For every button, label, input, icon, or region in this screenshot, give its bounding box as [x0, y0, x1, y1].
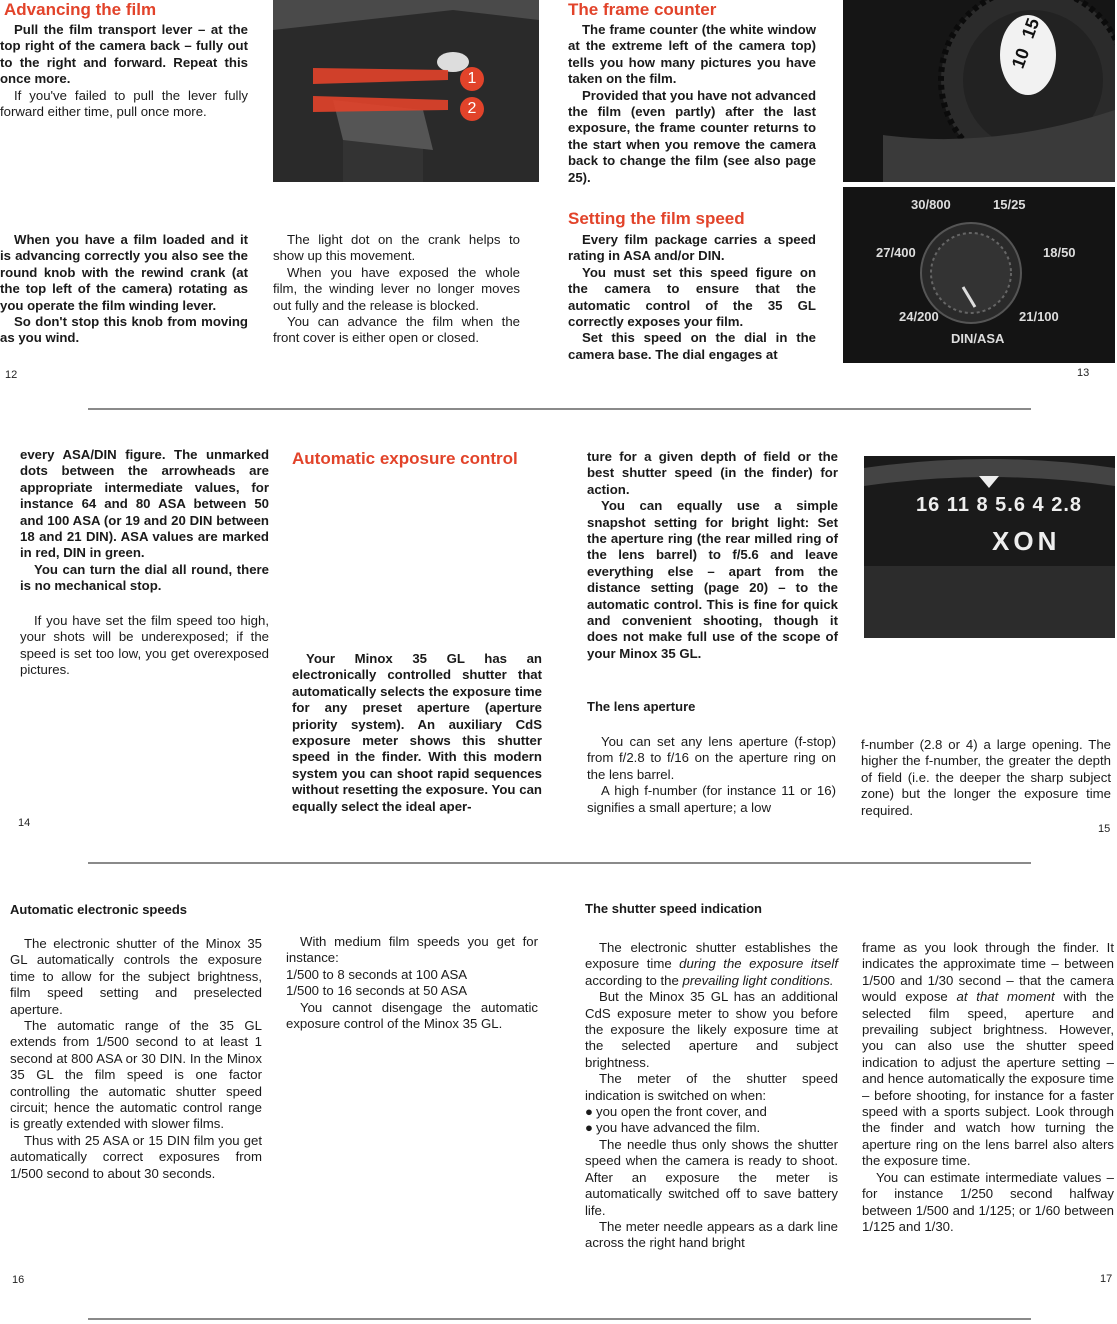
paragraph: Your Minox 35 GL has an electronically controlled shutter that automatically selects the exposure time for any preset aperture (aperture priority system). An auxiliary CdS exposure meter shows this shutter speed in the finder. With this modern system you can shoot rapid sequences without resetting the exposure. You can equally select the ideal aper- — [292, 651, 542, 814]
paragraph: But the Minox 35 GL has an additional CdS exposure meter to show you before the exposure the likely exposure time at the selected aperture and subject brightness. — [585, 989, 838, 1070]
paragraph: ture for a given depth of field or the best shutter speed (in the finder) for action. — [587, 449, 838, 497]
paragraph: When you have a film loaded and it is advancing correctly you also see the round knob with the rewind crank (at the top left of the camera) rotating as you operate the film winding lever. — [0, 232, 248, 313]
paragraph: every ASA/DIN figure. The unmarked dots between the arrowheads are appropriate intermediate values, for instance 64 and 80 ASA between 50 and 100 ASA (or 19 and 20 DIN between 18 and 21 DIN). ASA values are marked in red, DIN in green. — [20, 447, 269, 561]
page-number-15: 15 — [1098, 823, 1111, 835]
divider — [88, 1318, 1031, 1320]
bullet-item: ● you open the front cover, and — [585, 1104, 838, 1120]
page-number-13: 13 — [1077, 367, 1090, 379]
paragraph: Provided that you have not advanced the film (even partly) after the last exposure, the frame counter returns to the start when you remove the camera back to change the film (see also page 25). — [568, 87, 816, 185]
counter-digit-15: 15 — [1017, 15, 1044, 42]
text-run: frame as you look through the finder. It indicates the approximate time – between 1/500 and 1/30 second – that the camera would expose — [862, 940, 1114, 1005]
dial-18-50: 18/50 — [1043, 245, 1076, 260]
shutter-speed-col2 — [862, 940, 1114, 1235]
auto-speeds-col2 — [286, 934, 538, 1032]
text-run-italic: prevailing light conditions. — [682, 972, 834, 988]
paragraph: You can advance the film when the front cover is either open or closed. — [273, 314, 520, 346]
film-speed-text — [568, 232, 816, 363]
paragraph: The meter needle appears as a dark line across the right hand bright — [585, 1218, 838, 1251]
paragraph: You can estimate intermediate values – for instance 1/250 second halfway between 1/500 and 1/125; or 1/60 between 1/125 and 1/30. — [862, 1169, 1114, 1234]
paragraph: With medium film speeds you get for instance: — [286, 934, 538, 966]
paragraph: You must set this speed figure on the camera to ensure that the automatic control of the 35 GL correctly exposes your film. — [568, 264, 816, 330]
aperture-cont-text — [587, 449, 838, 662]
frame-counter-photo — [843, 0, 1115, 182]
paragraph: If you've failed to pull the lever fully forward either time, pull once more. — [0, 88, 248, 120]
aperture-scale: 16 11 8 5.6 4 2.8 — [916, 494, 1083, 516]
paragraph: You can equally use a simple snapshot setting for bright light: Set the aperture ring (the rear milled ring of the lens barrel) to f/5.6 and leave everything else – apart from the distance setting (page 20) – to the automatic control. This is fine for quick and convenient shooting, though it does not make full use of the scope of your Minox 35 GL. — [587, 498, 838, 661]
text-run: according to the — [585, 972, 679, 988]
bullet-item: ● you have advanced the film. — [585, 1120, 838, 1136]
dial-30-800: 30/800 — [911, 197, 951, 212]
divider — [88, 862, 1031, 864]
paragraph: So don't stop this knob from moving as you wind. — [0, 314, 248, 346]
heading-advancing-film: Advancing the film — [4, 0, 157, 19]
page-number-14: 14 — [18, 817, 31, 829]
paragraph: You can turn the dial all round, there is no mechanical stop. — [20, 561, 269, 594]
text-run: with the selected film speed, aperture and prevailing subject brightness. However, you can also use the shutter speed indication to adjust the aperture setting – and hence automatically the exposure time – before shooting, for instance for a faster speed with a sports subject. Look through the finder and watch how turning the aperture ring on the lens barrel also alters the exposure time. — [862, 989, 1114, 1169]
film-speed-dial-photo — [843, 187, 1115, 363]
lens-aperture-text-2 — [861, 737, 1111, 819]
speed-range-50: 1/500 to 16 seconds at 50 ASA — [286, 983, 468, 999]
paragraph: f-number (2.8 or 4) a large opening. The higher the f-number, the greater the depth of field (i.e. the deeper the sharp subject zone) but the longer the exposure time required. — [861, 737, 1111, 818]
page-number-12: 12 — [5, 369, 18, 381]
paragraph: You cannot disengage the automatic exposure control of the Minox 35 GL. — [286, 999, 538, 1032]
shutter-speed-text — [585, 940, 838, 1252]
advancing-text-2 — [0, 88, 248, 121]
marker-1: 1 — [460, 67, 484, 91]
film-lever-photo — [273, 0, 539, 182]
marker-2: 2 — [460, 97, 484, 121]
text-run: The electronic shutter establishes the exposure time — [585, 940, 838, 972]
paragraph: The automatic range of the 35 GL extends from 1/500 second to at least 1 second at 800 ASA or 30 DIN. In the Minox 35 GL the film speed is one factor controlling the automatic shutter speed circuit; hence the automatic control range is greatly extended with slower films. — [10, 1018, 262, 1132]
text-run-italic: during the exposure itself — [679, 956, 838, 972]
aperture-ring-photo — [864, 456, 1115, 638]
brand-lettering: XON — [992, 526, 1061, 556]
auto-speeds-text — [10, 936, 262, 1182]
paragraph — [585, 940, 838, 989]
dial-24-200: 24/200 — [899, 309, 939, 324]
paragraph: The meter of the shutter speed indication is switched on when: — [585, 1071, 838, 1103]
paragraph: The electronic shutter of the Minox 35 GL automatically controls the exposure time to allow for the subject brightness, film speed setting and preselected aperture. — [10, 936, 262, 1017]
paragraph: Thus with 25 ASA or 15 DIN film you get automatically correct exposures from 1/500 second to about 30 seconds. — [10, 1132, 262, 1181]
text-run-italic: at that moment — [956, 989, 1055, 1005]
paragraph: If you have set the film speed too high, your shots will be underexposed; if the speed is set too low, you get overexposed pictures. — [20, 613, 269, 678]
counter-digit-10: 10 — [1007, 45, 1034, 72]
auto-exposure-text — [292, 651, 542, 815]
lens-aperture-text — [587, 734, 836, 816]
heading-frame-counter: The frame counter — [568, 0, 717, 19]
heading-shutter-speed: The shutter speed indication — [585, 901, 762, 916]
frame-counter-text — [568, 22, 816, 186]
page-number-16: 16 — [12, 1274, 25, 1286]
page-number-17: 17 — [1100, 1273, 1113, 1285]
paragraph: Pull the film transport lever – at the top right of the camera back – fully out to the right and forward. Repeat this once more. — [0, 22, 248, 87]
advancing-col2 — [273, 232, 520, 347]
exposure-warning-text — [20, 613, 269, 679]
paragraph: You can set any lens aperture (f-stop) from f/2.8 to f/16 on the aperture ring on the lens barrel. — [587, 734, 836, 782]
paragraph — [862, 940, 1114, 1170]
advancing-text — [0, 22, 248, 88]
paragraph: The frame counter (the white window at the extreme left of the camera top) tells you how many pictures you have taken on the film. — [568, 22, 816, 87]
dial-21-100: 21/100 — [1019, 309, 1059, 324]
divider — [88, 408, 1031, 410]
paragraph: The needle thus only shows the shutter speed when the camera is ready to shoot. After an exposure the meter is automatically switched off to save battery life. — [585, 1136, 838, 1218]
paragraph: Every film package carries a speed rating in ASA and/or DIN. — [568, 232, 816, 264]
heading-film-speed: Setting the film speed — [568, 209, 745, 228]
advancing-text-3 — [0, 232, 248, 347]
dial-15-25: 15/25 — [993, 197, 1026, 212]
speed-range-100: 1/500 to 8 seconds at 100 ASA — [286, 966, 468, 982]
film-speed-cont-text — [20, 447, 269, 595]
paragraph: When you have exposed the whole film, the winding lever no longer moves out fully and the release is blocked. — [273, 264, 520, 313]
dial-din-asa-label: DIN/ASA — [951, 331, 1005, 346]
paragraph: Set this speed on the dial in the camera base. The dial engages at — [568, 330, 816, 362]
heading-auto-speeds: Automatic electronic speeds — [10, 902, 187, 917]
paragraph: The light dot on the crank helps to show up this movement. — [273, 232, 520, 264]
heading-auto-exposure: Automatic exposure control — [292, 449, 518, 468]
dial-27-400: 27/400 — [876, 245, 916, 260]
heading-lens-aperture: The lens aperture — [587, 699, 696, 714]
paragraph: A high f-number (for instance 11 or 16) signifies a small aperture; a low — [587, 783, 836, 815]
